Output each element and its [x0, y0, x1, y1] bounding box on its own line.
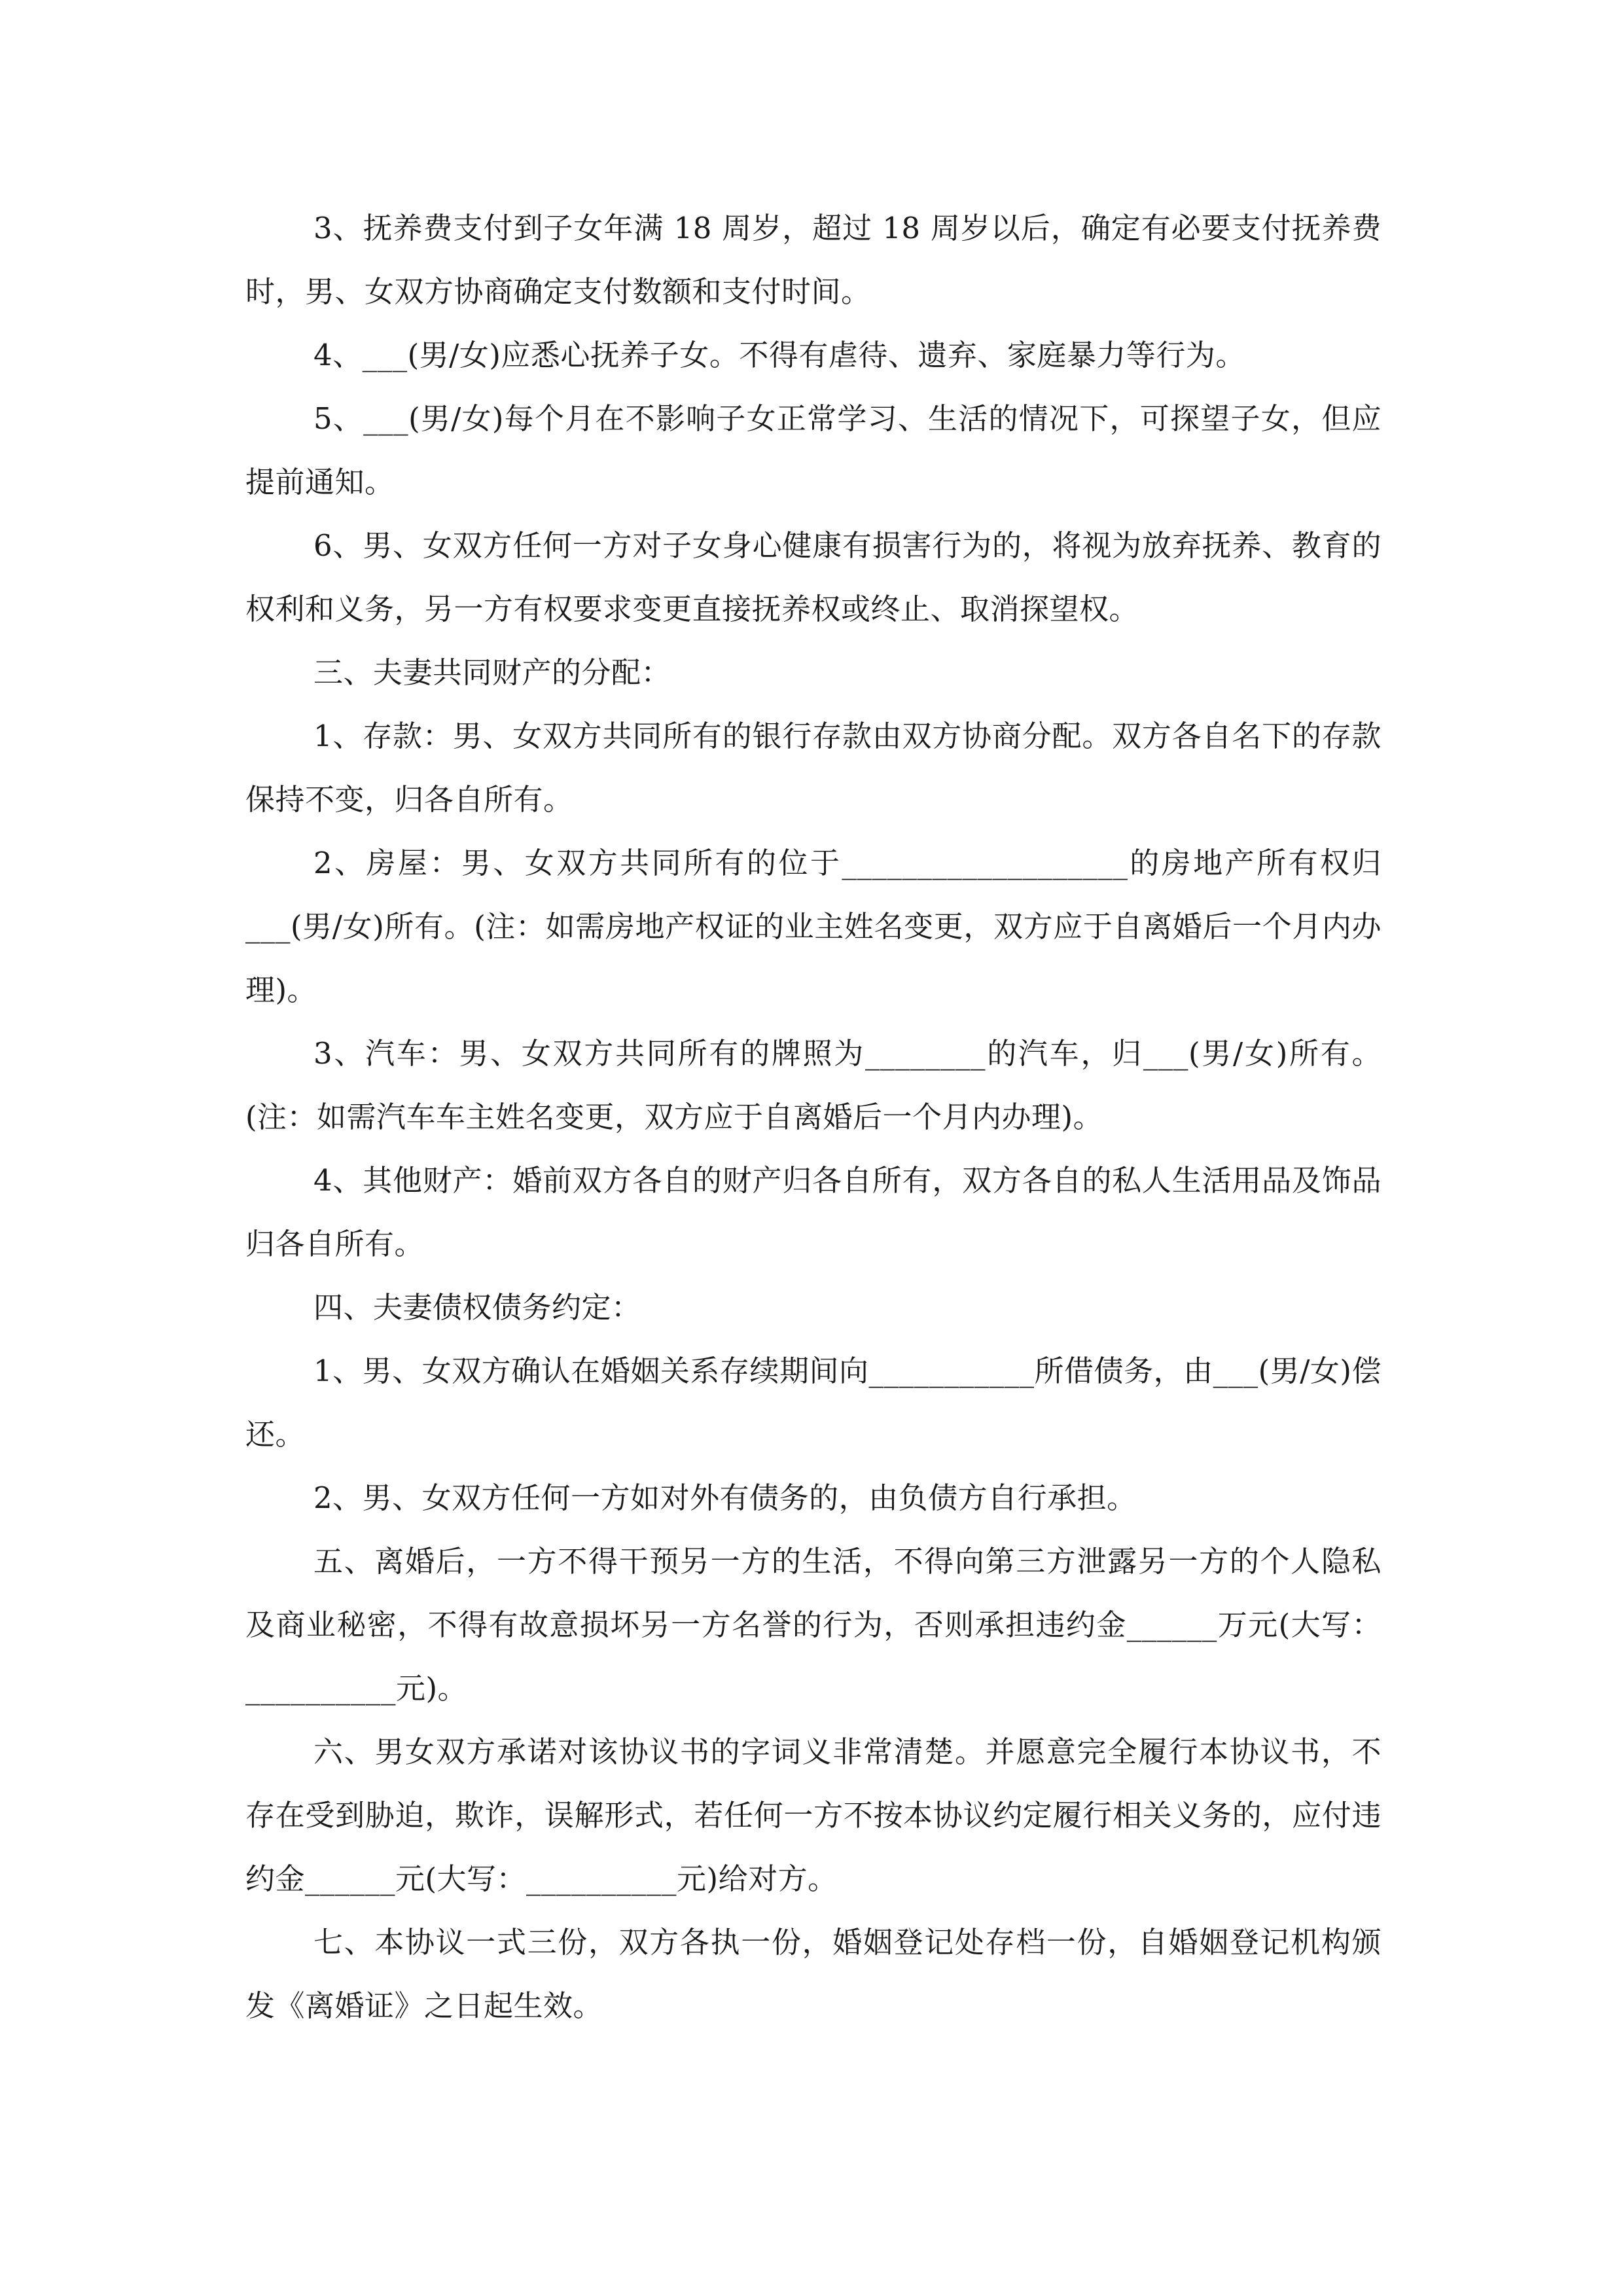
clause-child-care-duty: 4、___(男/女)应悉心抚养子女。不得有虐待、遗弃、家庭暴力等行为。 — [313, 338, 1245, 372]
clause-other-property: 4、其他财产：婚前双方各自的财产归各自所有，双方各自的私人生活用品及饰品归各自所有。 — [245, 1163, 1382, 1261]
clause-commitment: 六、男女双方承诺对该协议书的字词义非常清楚。并愿意完全履行本协议书，不存在受到胁迫，欺诈，误解形式，若任何一方不按本协议约定履行相关义务的，应付违约金______元(大写：__________元)给对方。 — [245, 1734, 1382, 1896]
clause-copies-effect: 七、本协议一式三份，双方各执一份，婚姻登记处存档一份，自婚姻登记机构颁发《离婚证》之日起生效。 — [245, 1925, 1382, 2023]
clause-individual-debt: 2、男、女双方任何一方如对外有债务的，由负债方自行承担。 — [313, 1480, 1137, 1515]
clause-privacy: 五、离婚后，一方不得干预另一方的生活，不得向第三方泄露另一方的个人隐私及商业秘密，不得有故意损坏另一方名誉的行为，否则承担违约金______万元(大写：__________元)。 — [245, 1544, 1382, 1706]
clause-deposits: 1、存款：男、女双方共同所有的银行存款由双方协商分配。双方各自名下的存款保持不变，归各自所有。 — [245, 719, 1382, 817]
clause-joint-debt: 1、男、女双方确认在婚姻关系存续期间向___________所借债务，由___(男/女)偿还。 — [245, 1354, 1382, 1452]
clause-harm-forfeiture: 6、男、女双方任何一方对子女身心健康有损害行为的，将视为放弃抚养、教育的权利和义务，另一方有权要求变更直接抚养权或终止、取消探望权。 — [245, 528, 1382, 626]
clause-house: 2、房屋：男、女双方共同所有的位于___________________的房地产所有权归___(男/女)所有。(注：如需房地产权证的业主姓名变更，双方应于自离婚后一个月内办理)。 — [245, 846, 1382, 1007]
section-heading-property: 三、夫妻共同财产的分配： — [313, 655, 671, 690]
clause-car: 3、汽车：男、女双方共同所有的牌照为________的汽车，归___(男/女)所有。(注：如需汽车车主姓名变更，双方应于自离婚后一个月内办理)。 — [245, 1036, 1382, 1134]
clause-visitation: 5、___(男/女)每个月在不影响子女正常学习、生活的情况下，可探望子女，但应提前通知。 — [245, 401, 1382, 499]
document-page — [245, 196, 1382, 2037]
section-heading-debts: 四、夫妻债权债务约定： — [313, 1290, 641, 1325]
clause-child-support-duration: 3、抚养费支付到子女年满 18 周岁，超过 18 周岁以后，确定有必要支付抚养费时，男、女双方协商确定支付数额和支付时间。 — [245, 211, 1382, 309]
